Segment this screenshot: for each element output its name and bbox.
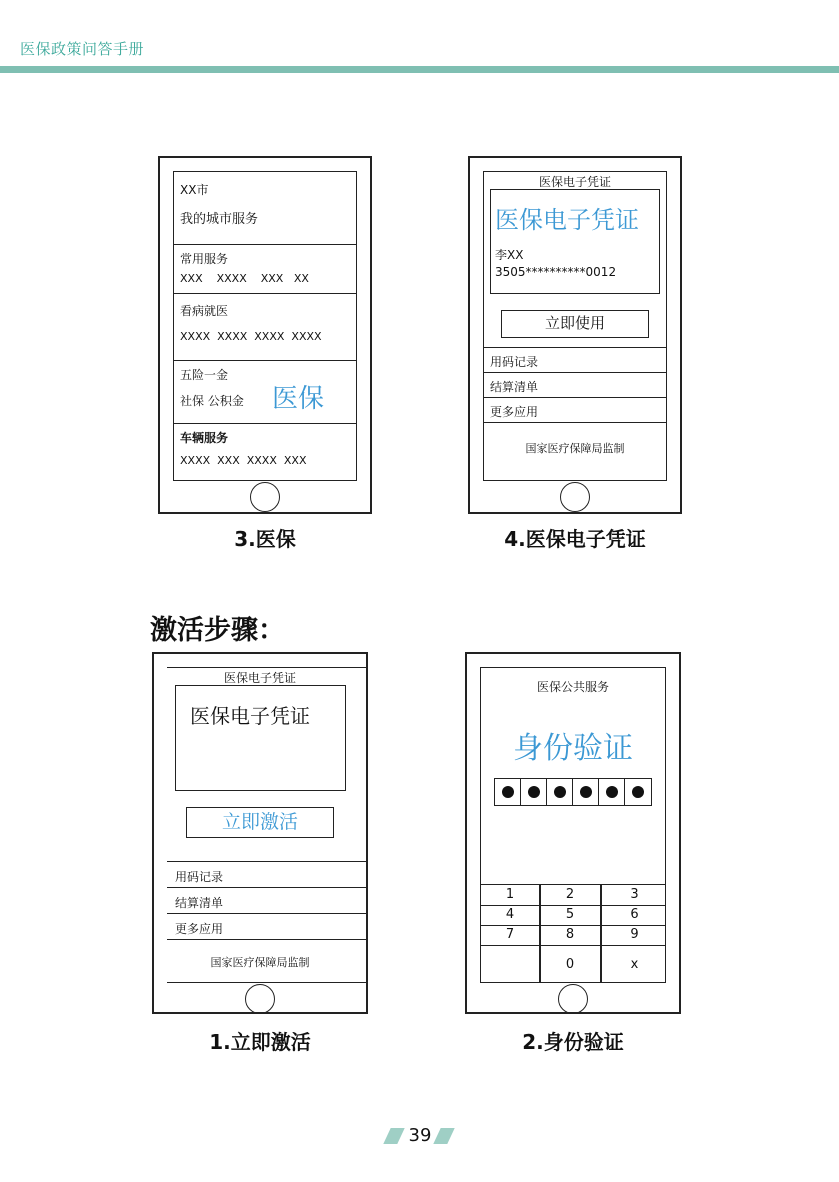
top-label: 医保公共服务: [536, 680, 609, 694]
key-4[interactable]: 4: [505, 907, 515, 922]
key-9[interactable]: 9: [630, 927, 639, 942]
phone-1-screen: [167, 667, 366, 983]
footer-label: 国家医疗保障局监制: [525, 442, 625, 455]
caption-phone-2: 2.身份验证: [522, 1030, 624, 1054]
key-1[interactable]: 1: [505, 887, 515, 902]
vehicle-title: 车辆服务: [180, 431, 229, 445]
insurance-section[interactable]: [174, 361, 356, 424]
caption-phone-3: 3.医保: [234, 527, 296, 551]
pin-dot: [580, 786, 592, 798]
key-5[interactable]: 5: [565, 907, 575, 922]
key-3[interactable]: 3: [630, 887, 639, 902]
pin-dot: [632, 786, 644, 798]
home-button[interactable]: [558, 984, 588, 1014]
header-title: 医保政策问答手册: [20, 40, 145, 58]
footer-label: 国家医疗保障局监制: [210, 956, 310, 969]
vehicle-section[interactable]: [174, 424, 356, 480]
key-8[interactable]: 8: [565, 927, 575, 942]
key-6[interactable]: 6: [630, 907, 639, 922]
my-city-services: 我的城市服务: [180, 212, 259, 227]
top-label: 医保电子凭证: [538, 175, 611, 189]
verify-big-title: 身份验证: [513, 731, 633, 766]
header-bar: [0, 66, 839, 73]
common-services-section[interactable]: [174, 245, 356, 294]
insurance-title: 五险一金: [180, 368, 229, 382]
medical-section[interactable]: [174, 294, 356, 361]
insurance-big-label[interactable]: 医保: [272, 384, 325, 414]
medical-title: 看病就医: [180, 304, 229, 318]
pin-dot: [554, 786, 566, 798]
menu-item-code-record[interactable]: 用码记录: [167, 862, 366, 888]
keypad: [481, 884, 665, 982]
page-number-right-decoration: [433, 1128, 454, 1144]
voucher-big-title: 医保电子凭证: [190, 704, 310, 728]
phone-3-screen: [173, 171, 357, 481]
voucher-card: [490, 189, 660, 294]
phone-2: [465, 652, 681, 1014]
menu-item-settlement[interactable]: 结算清单: [484, 373, 666, 398]
home-button[interactable]: [560, 482, 590, 512]
phone-3: [158, 156, 372, 514]
activate-now-button[interactable]: 立即激活: [186, 807, 334, 838]
section-title: 激活步骤：: [150, 615, 285, 646]
caption-phone-4: 4.医保电子凭证: [504, 527, 646, 551]
home-button[interactable]: [245, 984, 275, 1014]
phone-4: [468, 156, 682, 514]
vehicle-items: XXXX XXX XXXX XXX: [180, 454, 307, 467]
voucher-big-title: 医保电子凭证: [495, 206, 639, 234]
key-0[interactable]: 0: [565, 957, 575, 972]
voucher-card: [175, 685, 346, 791]
phone-4-screen: [483, 171, 667, 481]
medical-items: XXXX XXXX XXXX XXXX: [180, 330, 322, 343]
pin-dot: [606, 786, 618, 798]
top-label: 医保电子凭证: [223, 671, 296, 685]
common-services-items: XXX XXXX XXX XX: [180, 272, 309, 285]
menu-item-settlement[interactable]: 结算清单: [167, 888, 366, 914]
city-name: XX市: [180, 183, 209, 197]
page-number: [385, 1124, 455, 1146]
menu-item-more-apps[interactable]: 更多应用: [167, 914, 366, 940]
home-button[interactable]: [250, 482, 280, 512]
page-number-left-decoration: [383, 1128, 404, 1144]
pin-dot: [528, 786, 540, 798]
page-number-text: 39: [408, 1125, 432, 1146]
insurance-items: 社保 公积金: [180, 394, 244, 408]
holder-name: 李XX: [495, 248, 524, 262]
holder-id: 3505**********0012: [495, 265, 617, 279]
caption-phone-1: 1.立即激活: [209, 1030, 311, 1054]
pin-dot: [502, 786, 514, 798]
key-7[interactable]: 7: [505, 927, 515, 942]
use-now-button[interactable]: 立即使用: [501, 310, 649, 338]
key-2[interactable]: 2: [565, 887, 575, 902]
menu-item-code-record[interactable]: 用码记录: [484, 348, 666, 373]
phone-1: [152, 652, 368, 1014]
city-section: [174, 172, 356, 245]
common-services-title: 常用服务: [180, 252, 229, 266]
menu-item-more-apps[interactable]: 更多应用: [484, 398, 666, 423]
phone-2-screen: [480, 667, 666, 983]
key-delete[interactable]: x: [630, 957, 639, 972]
pin-input[interactable]: [494, 778, 652, 806]
